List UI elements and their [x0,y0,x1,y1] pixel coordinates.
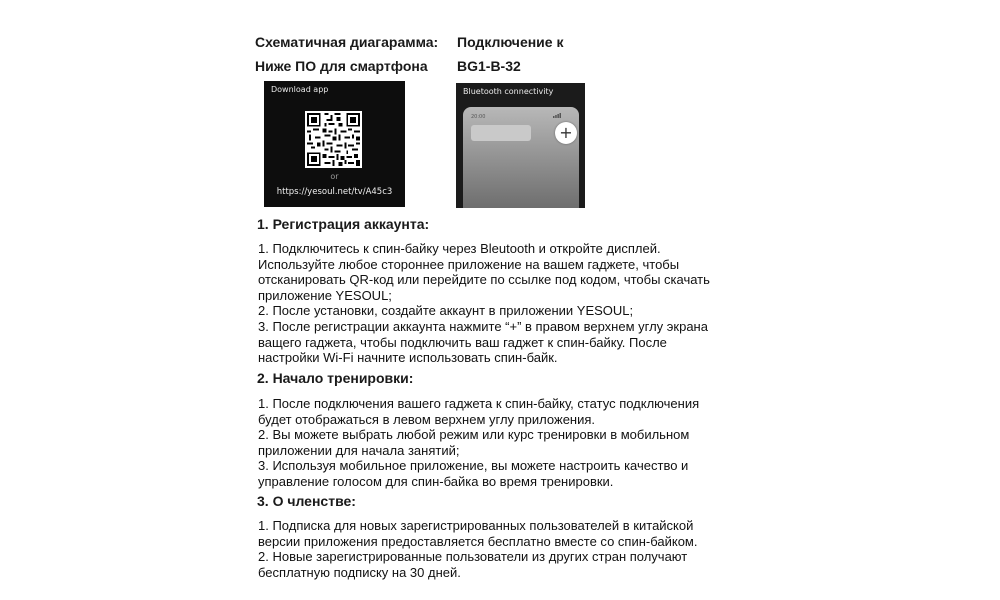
plus-icon[interactable]: + [555,122,577,144]
text-line: 3. Используя мобильное приложение, вы можете настроить качество и [258,458,689,474]
diagram-heading-line-1: Схематичная диагарамма: [255,34,439,50]
text-line: отсканировать QR-код или перейдите по ссылке под кодом, чтобы скачать [258,272,710,288]
qr-code-icon[interactable] [305,111,362,168]
text-line: бесплатную подписку на 30 дней. [258,564,461,580]
section-body-workout-start [258,396,778,490]
text-line: управление голосом для спин-байка во время тренировки. [258,473,614,489]
text-line: 1. Подключитесь к спин-байку через Bleutooth и откройте дисплей. [258,241,661,256]
download-url-link[interactable]: https://yesoul.net/tv/A45c3 [276,187,393,197]
connection-heading-line-1: Подключение к [457,34,564,50]
phone-status-time: 20:00 [471,114,486,120]
text-line: 1. Подписка для новых зарегистрированных пользователей в китайской [258,518,694,533]
diagram-heading-line-2: Ниже ПО для смартфона [255,58,428,74]
section-title-membership: 3. О членстве: [257,493,356,509]
text-line: будет отображаться в левом верхнем углу приложения. [258,411,596,427]
phone-app-card [471,125,531,141]
bluetooth-connectivity-panel [456,83,585,208]
section-body-registration [258,241,778,366]
text-line: 2. После установки, создайте аккаунт в приложении YESOUL; [258,303,634,319]
download-app-caption: Download app [271,85,329,94]
text-line: Используйте любое стороннее приложение на вашем гаджете, чтобы [258,256,680,272]
text-line: 2. Вы можете выбрать любой режим или курс тренировки в мобильном [258,427,690,443]
text-line: 3. После регистрации аккаунта нажмите “+” в правом верхнем углу экрана [258,318,708,334]
section-body-membership [258,518,778,580]
text-line: версии приложения предоставляется бесплатно вместе со спин-байком. [258,533,698,549]
text-line: приложении для начала занятий; [258,442,460,458]
text-line: приложение YESOUL; [258,287,392,303]
bluetooth-connectivity-caption: Bluetooth connectivity [463,87,554,96]
section-title-workout-start: 2. Начало тренировки: [257,370,414,386]
download-app-panel [264,81,405,207]
diagram-heading [255,30,438,78]
connection-heading-line-2: BG1-B-32 [457,58,521,74]
text-line: ващего гаджета, чтобы подключить ваш гаджет к спин-байку. После [258,334,667,350]
connection-heading [457,30,563,78]
text-line: 1. После подключения вашего гаджета к спин-байку, статус подключения [258,396,700,411]
or-label: or [330,172,339,181]
signal-icon [553,113,561,118]
text-line: настройки Wi-Fi начните использовать спин-байк. [258,350,558,366]
section-title-registration: 1. Регистрация аккаунта: [257,216,430,232]
text-line: 2. Новые зарегистрированные пользователи из других стран получают [258,549,688,565]
